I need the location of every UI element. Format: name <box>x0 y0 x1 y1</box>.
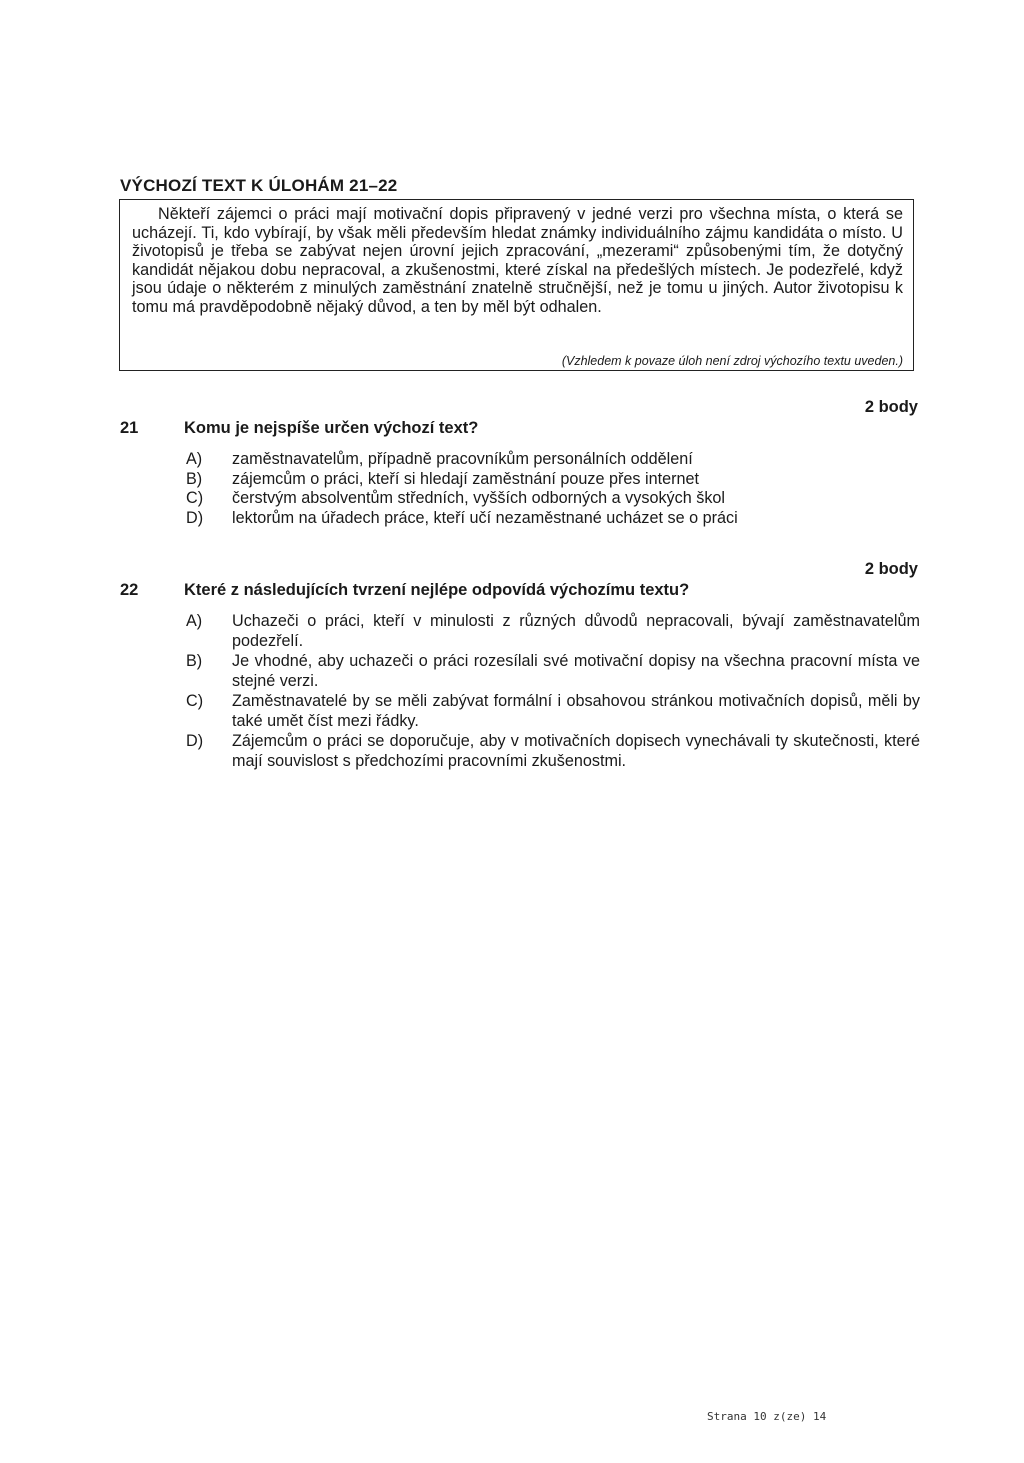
source-text: Někteří zájemci o práci mají motivační dopis připravený v jedné verzi pro všechna místa, o která se ucházejí. Ti, kdo vybírají, by však měli především hledat známky individuálního zájmu kandidáta o místo. U životopisů je třeba se zabývat nejen úrovní jejich zpracování, „mezerami“ způsobenými tím, že dotyčný kandidát nějakou dobu nepracoval, a zkušenostmi, které získal na předešlých místech. Je podezřelé, když jsou údaje o některém z minulých zaměstnání znatelně stručnější, než je tomu u jiných. Autor životopisu k tomu má pravděpodobně nějaký důvod, a ten by měl být odhalen. <box>132 205 903 316</box>
option-letter: A) <box>186 612 203 630</box>
question-21-options <box>186 450 920 528</box>
option-letter: B) <box>186 469 203 488</box>
option-text: zaměstnavatelům, případně pracovníkům personálních oddělení <box>232 450 693 468</box>
question-22-options <box>186 612 920 771</box>
question-21-option-b[interactable] <box>186 470 920 490</box>
question-22-points: 2 body <box>864 560 918 578</box>
option-text: lektorům na úřadech práce, kteří učí nezaměstnané ucházet se o práci <box>232 508 738 527</box>
question-21-option-a[interactable] <box>186 450 920 470</box>
question-22-option-b[interactable] <box>186 652 920 691</box>
question-22-option-d[interactable] <box>186 732 920 771</box>
source-text-box <box>119 199 914 371</box>
option-letter: C) <box>186 489 204 507</box>
question-22-option-a[interactable] <box>186 612 920 651</box>
question-21-option-d[interactable] <box>186 509 920 529</box>
option-text: Zaměstnavatelé by se měli zabývat formální i obsahovou stránkou motivačních dopisů, měli by také umět číst mezi řádky. <box>232 692 920 730</box>
option-text: Je vhodné, aby uchazeči o práci rozesílali své motivační dopisy na všechna pracovní místa ve stejné verzi. <box>232 652 920 690</box>
question-22-text: Které z následujících tvrzení nejlépe odpovídá výchozímu textu? <box>184 581 690 599</box>
option-text: Uchazeči o práci, kteří v minulosti z různých důvodů nepracovali, bývají zaměstnavatelům podezřelí. <box>232 612 920 650</box>
page-number: Strana 10 z(ze) 14 <box>707 1410 827 1423</box>
source-note: (Vzhledem k povaze úloh není zdroj výchozího textu uveden.) <box>561 354 903 368</box>
option-text: Zájemcům o práci se doporučuje, aby v motivačních dopisech vynechávali ty skutečnosti, které mají souvislost s předchozími pracovními zkušenostmi. <box>232 732 920 770</box>
question-21-number: 21 <box>120 419 139 437</box>
option-letter: B) <box>186 652 203 670</box>
question-21-option-c[interactable] <box>186 489 920 509</box>
option-letter: A) <box>186 450 203 468</box>
question-22-option-c[interactable] <box>186 692 920 731</box>
section-title: VÝCHOZÍ TEXT K ÚLOHÁM 21–22 <box>120 176 398 195</box>
option-letter: D) <box>186 732 204 750</box>
option-text: zájemcům o práci, kteří si hledají zaměstnání pouze přes internet <box>232 469 699 488</box>
question-22-number: 22 <box>120 581 139 599</box>
option-letter: D) <box>186 508 204 527</box>
question-21-text: Komu je nejspíše určen výchozí text? <box>184 419 479 437</box>
question-21-points: 2 body <box>864 398 918 416</box>
option-letter: C) <box>186 692 204 710</box>
option-text: čerstvým absolventům středních, vyšších odborných a vysokých škol <box>232 489 726 507</box>
